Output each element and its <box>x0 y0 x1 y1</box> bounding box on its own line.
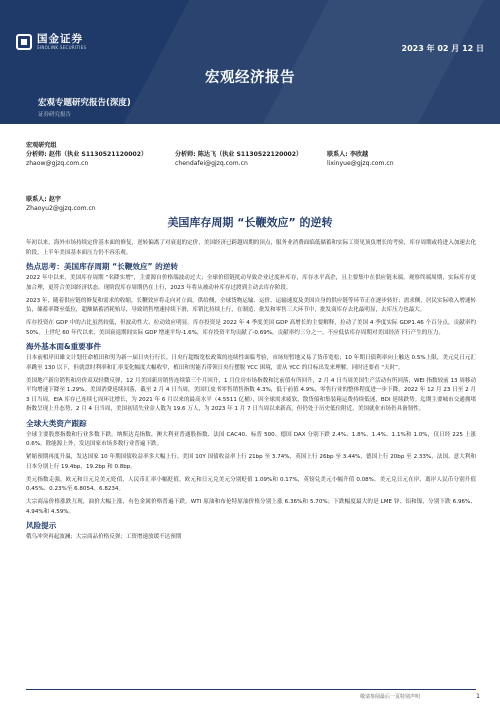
report-body <box>26 239 476 547</box>
analyst-2-email: chendafei@gjzq.com.cn <box>175 160 248 167</box>
contact-1-email: lixinyue@gjzq.com.cn <box>326 160 394 167</box>
footer-disclaimer: 敬请参阅最后一页特别声明 <box>359 694 420 700</box>
research-group: 宏观研究组 <box>26 142 57 149</box>
report-subtitle: 宏观专题研究报告(深度) <box>38 98 131 108</box>
contact-block <box>26 195 96 213</box>
contact-2: 联系人: 赵宇 <box>26 196 62 203</box>
paragraph: 美元指数走强，欧元和日元兑美元贬值，人民币汇率小幅贬值。欧元和日元兑美元分别贬值 1.09%和 0.17%，英镑兑美元小幅升值 0.08%。美元兑日元在岸、离岸人民币分别升值 0.45%、0.23%至 6.8054、6.8234。 <box>26 476 476 492</box>
report-type-title: 宏观经济报告 <box>205 70 295 86</box>
analyst-block <box>26 141 476 168</box>
paragraph: 库存投资在 GDP 中的占比虽然较低，但波动性大、拉动效应明显。库存投资是 2022 年 4 季度美国 GDP 高增长的主要解释，拉动了美国 4 季度实际 GDP1.46 个百分点，贡献率约 50%。上世纪 60 年代以来，美国衰退期间实际 GDP 增速平均-1.6%，库存投资平均贡献了-0.69%，贡献率约三分之一，不应低估库存周期对美国经济下行产生的压力。 <box>26 320 476 336</box>
page-number: 1 <box>476 693 480 700</box>
section-heading-risk: 风险提示 <box>26 521 57 530</box>
paragraph: 日本前相岸田雄文计划任命植田和男为新一届日央行行长。日央行超级宽松政策的连续性面临考验，市场短暂地又易了货币宽松；10 年期日债利率向上触达 0.5%上限，美元兑日元汇率跳至 130 以下，但就盘时利率和汇率变化幅度大幅收窄，植田和男能否带领日央行摆脱 YCC 困境，需从 YCC 的目标出发来理解，同时还要看 “天时”。 <box>26 355 476 371</box>
paragraph: 大宗商品价格涨跌互现，油价大幅上涨，有色金属价格普遍下跌。WTI 原油和布伦特原油价格分别上涨 6.36%和 5.70%；下跌幅度最大的是 LME 锌、铝和镍，分别下跌 6.96%、4.94%和 4.59%。 <box>26 499 476 515</box>
report-date: 2023 年 02 月 12 日 <box>401 44 484 53</box>
contact-1: 联系人: 李欣越 <box>326 151 369 158</box>
paragraph: 紧缩预期再度升温，发达国家 10 年期国债收益率多大幅上行。美国 10Y 国债收益率上行 21bp 至 3.74%，英国上行 26bp 至 3.44%，德国上行 20bp 至 2.33%，法国、意大利和日本分别上行 19.4bp、19.2bp 和 0.8bp。 <box>26 454 476 470</box>
analyst-2: 分析师: 陈达飞（执业 S1130522120002） <box>175 151 303 158</box>
report-header <box>0 0 500 124</box>
section-heading-hot-topic: 热点思考：美国库存周期 “长鞭效应” 的逆转 <box>26 262 178 271</box>
logo-icon <box>16 34 32 50</box>
logo-english: SINOLINK SECURITIES <box>37 45 87 50</box>
section-heading-fundamentals: 海外基本面&重要事件 <box>26 342 101 351</box>
paragraph: 2022 年中以来，美国库存周期 “名降实增”，主要源自价格端波动过大；全球价值链扰动导致企业过度补库存，库存水平高企，且主要集中在供应链末端。观察终端周期，实际库存更加合理，更符合美国经济状态。现阶段库存周期仍在上行，2023 年将从被动补库存过渡到主动去库存阶段。 <box>26 275 476 291</box>
report-category: 证券研究报告 <box>38 112 72 118</box>
footer-divider <box>26 689 476 690</box>
intro-paragraph: 年初以来，海外市场持续定价基本面的修复，逆转偏离了对衰退的定价，美国经济已跨越周期的顶点，服务业消费面临低储蓄和实际工资见顶负增长的考验，库存周期或将进入加速去化阶段，上半年美国基本面压力仍不容乐观。 <box>26 240 476 256</box>
section-heading-assets: 全球大类资产跟踪 <box>26 418 87 428</box>
logo-name: 国金证券 <box>37 33 83 45</box>
analyst-1: 分析师: 赵伟（执业 S1130521120002） <box>26 151 148 158</box>
brand-logo <box>16 33 86 50</box>
paragraph: 全球主要股票指数和行业多数下跌。纳斯达克指数、澳大利亚普通股指数、法国 CAC40、标普 500、德国 DAX 分别下跌 2.4%、1.8%、1.4%、1.1%和 1.0%，仅日经 225 上涨 0.6%。除能源上外，发达国家市场多数行业普遍下跌。 <box>26 431 476 447</box>
paragraph: 美国地产新房销售和房价双双轻微反弹，12 月美国新房销售连续第三个月回升，1 月住房市场指数和比前值有所回升，2 月 4 日当周美国生产活动有所回落，WEI 指数较前 13 周移动平均增速下降至 1.29%。美国消费延续回落，截至 2 月 4 日当周，美国红皮书零售销售指数 4.3%，低于前值 4.9%，零售行业的整体程度进一步下降。2022 年 12 月 23 日至 2 月 3 日当周，EIA 库存已连续七周环比增长，为 2021 年 6 月以来的最高水平（4.5511 亿桶），因全球需求疲软，散货船和集装箱运费持续低迷，BDI 延续跌势。迄期主要城市交通拥堵指数呈现上升态势，2 月 4 日当周，美国初请失业金人数为 19.6 万人，为 2023 年 1 月 7 日当周以来新高，但仍处于历史低位附近，美国就业市场仍具备韧性。 <box>26 377 476 412</box>
analyst-1-email: zhaow@gjzq.com.cn <box>26 160 89 167</box>
paragraph: 2023 年，随着供应链的修复和需求的收缩，长鞭效应将走向对立面。供给侧，全球货物运输、运价、运输速度及美国自身的供应链等环节正在逐步转好；需求侧，居民实际收入增速转负，储蓄率降至低位，超额储蓄消耗殆尽，导致销售增速持续下滑，库销比持续上行，在制造、批发和零售三大环节中，批发商库存去化最明显，去库压力也最大。 <box>26 297 476 313</box>
contact-2-email: Zhaoyu2@gjzq.com.cn <box>26 205 96 212</box>
risk-paragraph: 俄乌冲突再起波澜；大宗商品价格反弹；工资增速放缓不达预期 <box>26 534 182 540</box>
report-title: 美国库存周期 “长鞭效应” 的逆转 <box>167 216 333 229</box>
